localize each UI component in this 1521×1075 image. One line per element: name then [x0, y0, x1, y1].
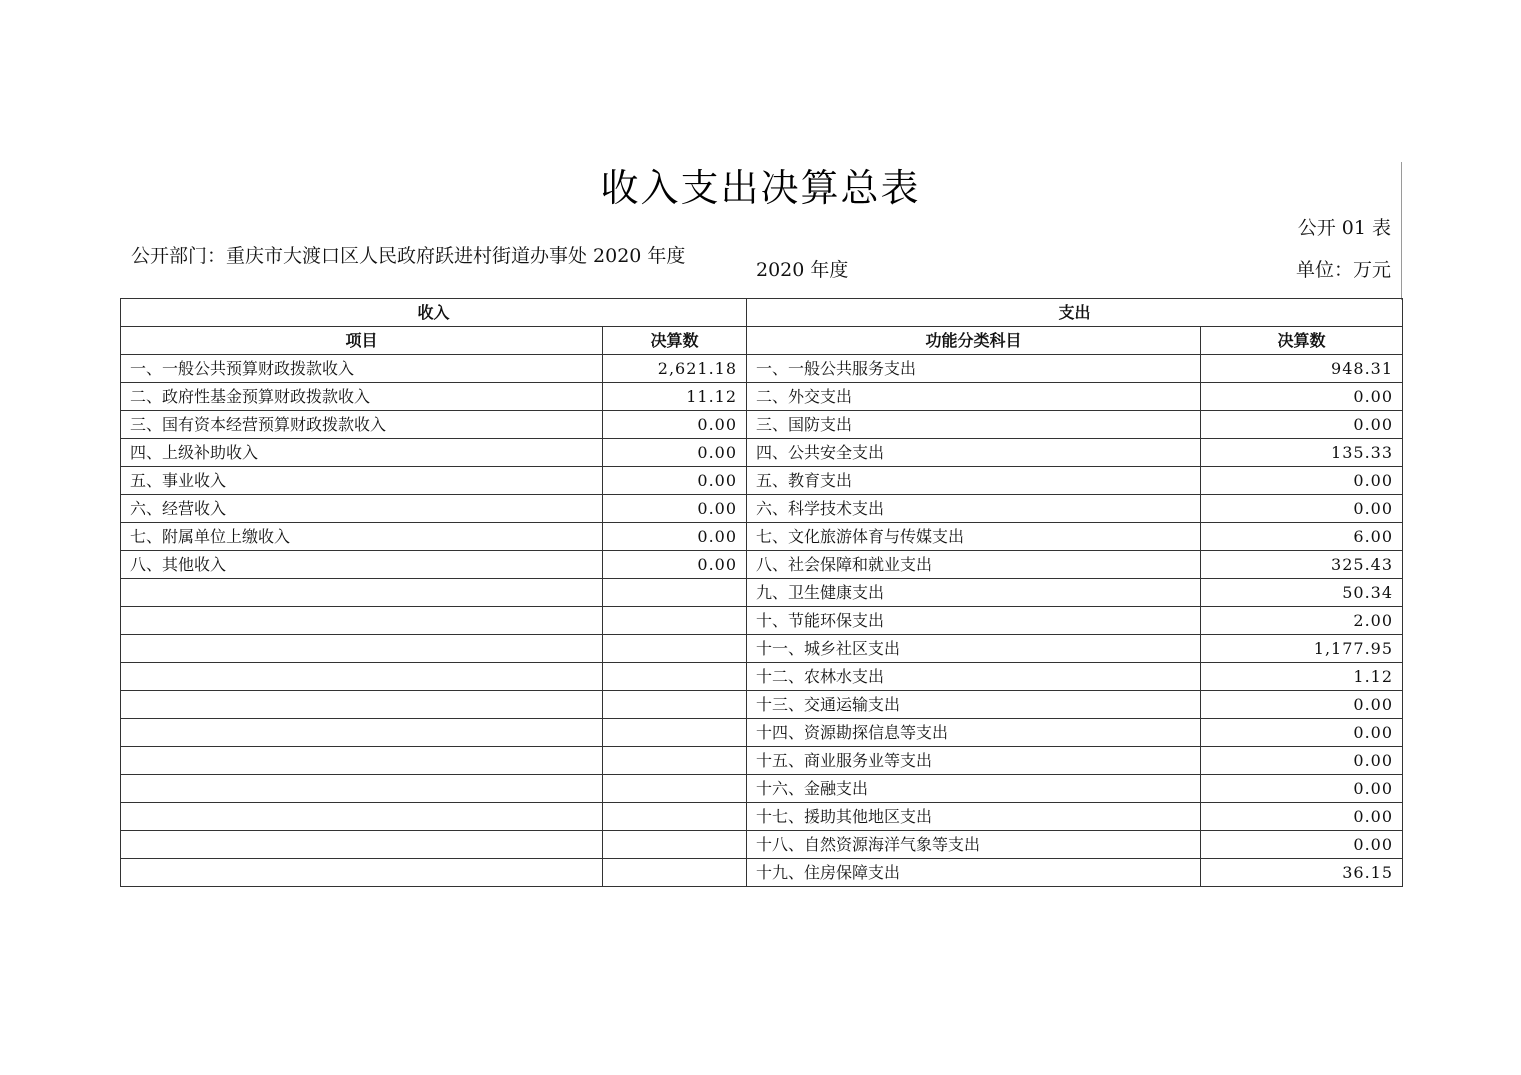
expense-amount-cell: 0.00 [1201, 831, 1403, 859]
table-row [121, 383, 1403, 411]
income-amount-cell: 0.00 [603, 411, 747, 439]
table-row [121, 691, 1403, 719]
income-amount-cell: 0.00 [603, 467, 747, 495]
income-amount-cell [603, 803, 747, 831]
income-item-header: 项目 [121, 327, 603, 355]
table-row [121, 467, 1403, 495]
table-row [121, 355, 1403, 383]
expense-item-cell: 六、科学技术支出 [747, 495, 1201, 523]
income-item-cell [121, 719, 603, 747]
table-row [121, 859, 1403, 887]
expense-amount-cell: 0.00 [1201, 775, 1403, 803]
income-item-cell [121, 579, 603, 607]
income-expense-table [120, 298, 1403, 887]
income-item-cell: 七、附属单位上缴收入 [121, 523, 603, 551]
table-row [121, 495, 1403, 523]
expense-amount-cell: 1,177.95 [1201, 635, 1403, 663]
income-amount-cell [603, 691, 747, 719]
section-header-row [121, 299, 1403, 327]
income-item-cell [121, 803, 603, 831]
income-amount-cell [603, 663, 747, 691]
expense-amount-cell: 0.00 [1201, 691, 1403, 719]
table-row [121, 523, 1403, 551]
expense-amount-cell: 948.31 [1201, 355, 1403, 383]
expense-amount-cell: 0.00 [1201, 495, 1403, 523]
table-row [121, 439, 1403, 467]
income-item-cell [121, 747, 603, 775]
expense-amount-cell: 0.00 [1201, 747, 1403, 775]
table-row [121, 635, 1403, 663]
table-row [121, 663, 1403, 691]
income-item-cell [121, 859, 603, 887]
expense-amount-cell: 135.33 [1201, 439, 1403, 467]
expense-amount-cell: 50.34 [1201, 579, 1403, 607]
expense-amount-header: 决算数 [1201, 327, 1403, 355]
income-item-cell [121, 607, 603, 635]
income-amount-cell: 2,621.18 [603, 355, 747, 383]
expense-item-cell: 十一、城乡社区支出 [747, 635, 1201, 663]
income-item-cell: 一、一般公共预算财政拨款收入 [121, 355, 603, 383]
income-item-cell [121, 831, 603, 859]
expense-amount-cell: 0.00 [1201, 467, 1403, 495]
income-item-cell: 三、国有资本经营预算财政拨款收入 [121, 411, 603, 439]
income-item-cell [121, 663, 603, 691]
expense-item-cell: 十四、资源勘探信息等支出 [747, 719, 1201, 747]
income-amount-cell [603, 747, 747, 775]
income-amount-cell [603, 579, 747, 607]
income-item-cell: 五、事业收入 [121, 467, 603, 495]
column-header-row [121, 327, 1403, 355]
expense-item-cell: 八、社会保障和就业支出 [747, 551, 1201, 579]
income-item-cell: 六、经营收入 [121, 495, 603, 523]
income-item-cell [121, 635, 603, 663]
income-item-cell: 八、其他收入 [121, 551, 603, 579]
table-row [121, 411, 1403, 439]
income-amount-cell [603, 831, 747, 859]
expense-amount-cell: 6.00 [1201, 523, 1403, 551]
expense-item-cell: 十、节能环保支出 [747, 607, 1201, 635]
expense-amount-cell: 2.00 [1201, 607, 1403, 635]
expense-amount-cell: 0.00 [1201, 383, 1403, 411]
table-row [121, 747, 1403, 775]
income-amount-header: 决算数 [603, 327, 747, 355]
income-amount-cell: 11.12 [603, 383, 747, 411]
expense-item-cell: 九、卫生健康支出 [747, 579, 1201, 607]
expense-amount-cell: 36.15 [1201, 859, 1403, 887]
expense-item-cell: 十七、援助其他地区支出 [747, 803, 1201, 831]
income-amount-cell: 0.00 [603, 495, 747, 523]
income-item-cell [121, 775, 603, 803]
income-amount-cell [603, 719, 747, 747]
form-number: 公开 01 表 [1297, 217, 1391, 239]
table-row [121, 775, 1403, 803]
expense-amount-cell: 0.00 [1201, 719, 1403, 747]
page-title: 收入支出决算总表 [600, 166, 921, 210]
income-item-cell: 四、上级补助收入 [121, 439, 603, 467]
expense-amount-cell: 325.43 [1201, 551, 1403, 579]
income-amount-cell: 0.00 [603, 551, 747, 579]
table-row [121, 719, 1403, 747]
expense-item-cell: 五、教育支出 [747, 467, 1201, 495]
income-section-header: 收入 [121, 299, 747, 327]
department-label: 公开部门：重庆市大渡口区人民政府跃进村街道办事处 2020 年度 [131, 245, 686, 267]
expense-item-cell: 十九、住房保障支出 [747, 859, 1201, 887]
expense-item-cell: 十五、商业服务业等支出 [747, 747, 1201, 775]
expense-item-cell: 三、国防支出 [747, 411, 1201, 439]
expense-item-header: 功能分类科目 [747, 327, 1201, 355]
expense-item-cell: 四、公共安全支出 [747, 439, 1201, 467]
expense-section-header: 支出 [747, 299, 1403, 327]
income-item-cell: 二、政府性基金预算财政拨款收入 [121, 383, 603, 411]
expense-item-cell: 十六、金融支出 [747, 775, 1201, 803]
expense-amount-cell: 0.00 [1201, 411, 1403, 439]
expense-amount-cell: 0.00 [1201, 803, 1403, 831]
table-row [121, 831, 1403, 859]
income-item-cell [121, 691, 603, 719]
income-amount-cell: 0.00 [603, 439, 747, 467]
income-amount-cell [603, 607, 747, 635]
table-row [121, 607, 1403, 635]
expense-item-cell: 十二、农林水支出 [747, 663, 1201, 691]
expense-item-cell: 一、一般公共服务支出 [747, 355, 1201, 383]
unit-label: 单位：万元 [1295, 259, 1391, 281]
income-amount-cell [603, 775, 747, 803]
expense-item-cell: 十三、交通运输支出 [747, 691, 1201, 719]
income-amount-cell [603, 635, 747, 663]
table-row [121, 803, 1403, 831]
expense-item-cell: 十八、自然资源海洋气象等支出 [747, 831, 1201, 859]
income-amount-cell [603, 859, 747, 887]
table-row [121, 551, 1403, 579]
expense-amount-cell: 1.12 [1201, 663, 1403, 691]
income-amount-cell: 0.00 [603, 523, 747, 551]
table-row [121, 579, 1403, 607]
expense-item-cell: 二、外交支出 [747, 383, 1201, 411]
fiscal-year: 2020 年度 [756, 259, 849, 281]
expense-item-cell: 七、文化旅游体育与传媒支出 [747, 523, 1201, 551]
